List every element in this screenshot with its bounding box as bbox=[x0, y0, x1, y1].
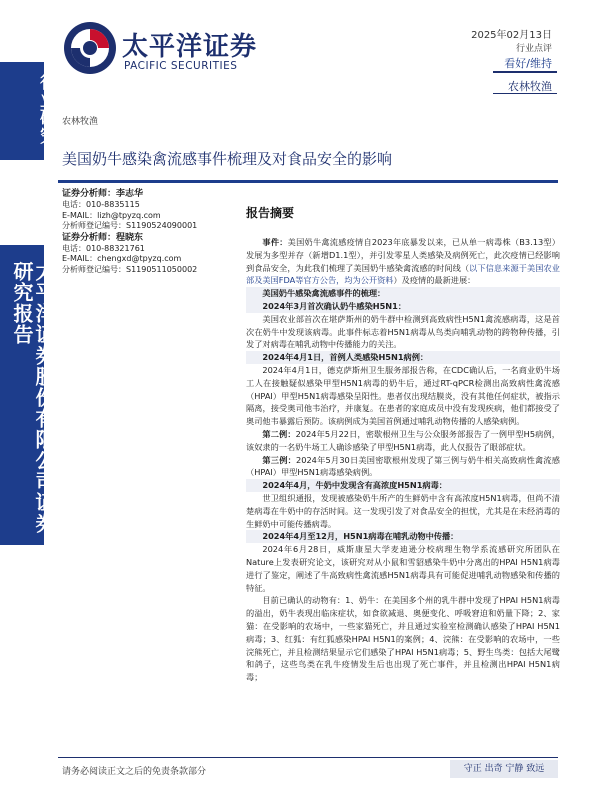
event-text: 美国奶牛禽流感疫情自2023年底暴发以来，已从单一病毒株（B3.13型）发展为多型并存（新增D1.1型），并引发零星人类感染及病例死亡，此次疫情已经影响到食品安全，为此我们梳理了美国奶牛感染禽流感的时间线（ bbox=[246, 237, 560, 273]
timeline-paragraph: 世卫组织通报，发现被感染奶牛所产的生鲜奶中含有高浓度H5N1病毒，但尚不清楚病毒在牛奶中的存活时间。这一发现引发了对食品安全的担忧，尤其是在未经消毒的生鲜奶中可能传播病毒。 bbox=[246, 492, 560, 529]
side-label-industry-research: 行业研究 bbox=[37, 72, 58, 144]
analyst-email[interactable]: E-MAIL：lizh@tpyzq.com bbox=[62, 210, 161, 220]
event-tail: ）及疫情的最新进展： bbox=[393, 275, 476, 286]
analyst-info bbox=[62, 188, 242, 232]
analyst-info bbox=[62, 232, 242, 276]
header-divider bbox=[493, 93, 557, 94]
analyst-name: 证券分析师：李志华 bbox=[62, 189, 144, 199]
timeline-paragraph bbox=[246, 454, 560, 480]
company-logo bbox=[62, 20, 272, 78]
summary-body bbox=[246, 236, 560, 684]
header-divider bbox=[493, 71, 557, 73]
footer-divider bbox=[58, 757, 558, 758]
rating: 看好/维持 bbox=[504, 57, 552, 70]
section-heading: 美国奶牛感染禽流感事件的梳理： bbox=[246, 287, 560, 300]
pacific-logo-icon bbox=[62, 20, 118, 76]
event-source-note: 以下信息来源于美国农业部及美国FDA等官方公告，均为公开资料 bbox=[246, 262, 560, 286]
footer-motto: 守正 出奇 宁静 致远 bbox=[450, 760, 558, 778]
brand-name-cn: 太平洋证券 bbox=[122, 32, 258, 62]
footer-disclaimer: 请务必阅读正文之后的免责条款部分 bbox=[62, 767, 207, 777]
analyst-phone: 电话：010-88321761 bbox=[62, 243, 145, 253]
timeline-heading: 2024年4月，牛奶中发现含有高浓度H5N1病毒： bbox=[246, 479, 560, 492]
title-divider bbox=[58, 180, 558, 183]
analyst-email[interactable]: E-MAIL：chengxd@tpyzq.com bbox=[62, 254, 182, 264]
timeline-heading: 2024年4月1日，首例人类感染H5N1病例： bbox=[246, 351, 560, 364]
breadcrumb: 农林牧渔 bbox=[62, 117, 99, 127]
industry-label: 农林牧渔 bbox=[508, 80, 552, 93]
page-title: 美国奶牛感染禽流感事件梳理及对食品安全的影响 bbox=[62, 150, 393, 168]
side-label-company: 太平洋证券股份有限公司证券研究报告 bbox=[10, 261, 56, 534]
report-type: 行业点评 bbox=[515, 44, 552, 54]
timeline-paragraph: 美国农业部首次在堪萨斯州的奶牛群中检测到高致病性H5N1禽流感病毒，这是首次在奶牛中发现该病毒。此事件标志着H5N1病毒从鸟类向哺乳动物的跨物种传播，引发了对病毒在哺乳动物中传播能力的关注。 bbox=[246, 313, 560, 350]
side-band-top bbox=[0, 62, 58, 160]
case-text: 2024年5月22日，密歇根州卫生与公众服务部报告了一例甲型H5病例，该奴隶的一名奶牛场工人确诊感染了甲型H5N1病毒，此人仅报告了眼部症状。 bbox=[246, 428, 560, 452]
timeline-paragraph bbox=[246, 428, 560, 454]
analyst-cert: 分析师登记编号：S1190511050002 bbox=[62, 264, 198, 274]
analyst-block bbox=[62, 188, 242, 276]
timeline-paragraph: 目前已确认的动物有：1、奶牛：在美国多个州的乳牛群中发现了HPAI H5N1病毒的溢出，奶牛表现出临床症状，如食欲减退、奥便变化、呼吸窘迫和奶量下降；2、家猫：在受影响的农场中，一些家猫死亡，并且通过实验室检测确认感染了HPAI H5N1病毒；3、红狐：有红狐感染HPAI H5N1的案例；4、浣熊：在受影响的农场中，一些浣熊死亡，并且检测结果显示它们感染了HPAI H5N1病毒；5、野生鸟类：包括大尾鹭和鸽子，这些鸟类在乳牛疫情发生后也出现了死亡事件，并且检测出HPAI H5N1病毒； bbox=[246, 595, 560, 683]
analyst-name: 证券分析师：程晓东 bbox=[62, 232, 144, 243]
timeline-heading: 2024年3月首次确认奶牛感染H5N1： bbox=[246, 300, 560, 313]
timeline-heading: 2024年4月至12月，H5N1病毒在哺乳动物中传播： bbox=[246, 530, 560, 543]
brand-name-en: PACIFIC SECURITIES bbox=[124, 60, 238, 72]
report-date: 2025年02月13日 bbox=[471, 30, 552, 41]
summary-heading: 报告摘要 bbox=[246, 206, 295, 220]
event-paragraph bbox=[246, 236, 560, 287]
analyst-phone: 电话：010-8835115 bbox=[62, 200, 140, 209]
case-lead: 第二例： bbox=[262, 428, 296, 439]
timeline-paragraph: 2024年4月1日，德克萨斯州卫生服务部报告称，在CDC确认后，一名商业奶牛场工人在接触疑似感染甲型H5N1病毒的奶牛后，通过RT-qPCR检测出高致病性禽流感（HPAI）甲型H5N1病毒感染呈阳性。患者仅出现结膜炎，没有其他任何症状，被指示隔离，接受奥司他韦治疗，并康复。在患者的家庭成员中没有发现疾病，他们都接受了奥司他韦暴露后预防。该病例成为美国首例通过哺乳动物传播的人感染病例。 bbox=[246, 364, 560, 427]
event-lead: 事件： bbox=[262, 237, 288, 247]
analyst-cert: 分析师登记编号：S1190524090001 bbox=[62, 221, 198, 231]
case-text: 2024年5月30日美国密歇根州发现了第三例与奶牛相关高致病性禽流感（HPAI）甲型H5N1病毒感染病例。 bbox=[246, 454, 560, 478]
side-band-bottom bbox=[0, 245, 56, 545]
case-lead: 第三例： bbox=[262, 454, 297, 465]
timeline-paragraph: 2024年6月28日，威斯康星大学麦迪逊分校病理生物学系流感研究所团队在Nature上发表研究论文，该研究对从小鼠和雪貂感染牛奶中分离出的HPAI H5N1病毒进行了鉴定，阐述了牛高致病性禽流感H5N1病毒具有可能促进哺乳动物感染和传播的特征。 bbox=[246, 544, 560, 593]
